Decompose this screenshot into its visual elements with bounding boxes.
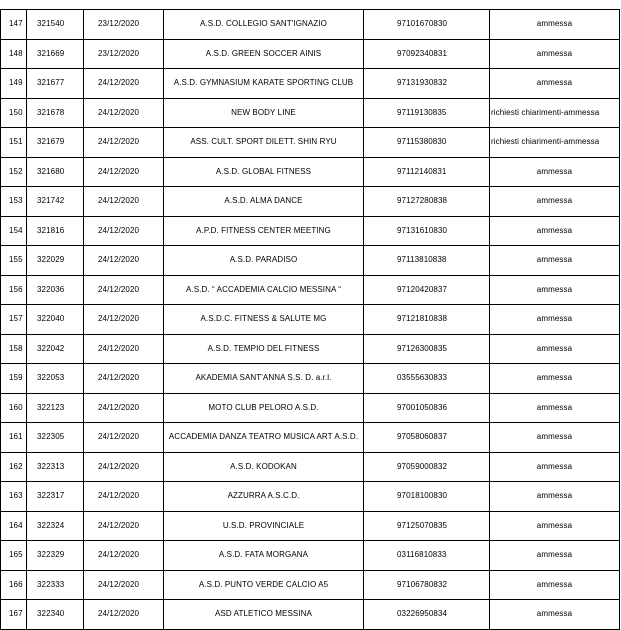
organization-name-cell: A.S.D. GLOBAL FITNESS [164,157,364,187]
protocol-number-cell: 321816 [27,216,84,246]
protocol-number-cell: 322313 [27,452,84,482]
fiscal-code-cell: 97131930832 [364,69,490,99]
status-cell: ammessa [490,364,620,394]
fiscal-code-cell: 97131610830 [364,216,490,246]
protocol-number-cell: 322340 [27,600,84,630]
table-row [1,305,620,335]
date-cell: 24/12/2020 [84,452,164,482]
organization-name-cell: MOTO CLUB PELORO A.S.D. [164,393,364,423]
fiscal-code-cell: 97058060837 [364,423,490,453]
organization-name-cell: AZZURRA A.S.C.D. [164,482,364,512]
row-number-cell: 147 [1,10,27,40]
fiscal-code-cell: 03226950834 [364,600,490,630]
protocol-number-cell: 322329 [27,541,84,571]
protocol-number-cell: 321677 [27,69,84,99]
row-number-cell: 158 [1,334,27,364]
table-row [1,334,620,364]
status-cell: ammessa [490,246,620,276]
row-number-cell: 155 [1,246,27,276]
row-number-cell: 150 [1,98,27,128]
fiscal-code-cell: 03116810833 [364,541,490,571]
fiscal-code-cell: 97101670830 [364,10,490,40]
status-cell: ammessa [490,423,620,453]
protocol-number-cell: 321669 [27,39,84,69]
row-number-cell: 163 [1,482,27,512]
table-row [1,393,620,423]
date-cell: 24/12/2020 [84,157,164,187]
fiscal-code-cell: 97113810838 [364,246,490,276]
status-cell: ammessa [490,216,620,246]
protocol-number-cell: 322042 [27,334,84,364]
table-row [1,482,620,512]
fiscal-code-cell: 97125070835 [364,511,490,541]
table-row [1,423,620,453]
table-row [1,570,620,600]
protocol-number-cell: 322036 [27,275,84,305]
organization-name-cell: U.S.D. PROVINCIALE [164,511,364,541]
date-cell: 24/12/2020 [84,334,164,364]
row-number-cell: 153 [1,187,27,217]
organization-name-cell: ACCADEMIA DANZA TEATRO MUSICA ART A.S.D. [164,423,364,453]
organization-name-cell: A.S.D. FATA MORGANA [164,541,364,571]
fiscal-code-cell: 97112140831 [364,157,490,187]
status-cell: ammessa [490,10,620,40]
row-number-cell: 162 [1,452,27,482]
protocol-number-cell: 321742 [27,187,84,217]
row-number-cell: 148 [1,39,27,69]
fiscal-code-cell: 97092340831 [364,39,490,69]
fiscal-code-cell: 97126300835 [364,334,490,364]
status-cell: ammessa [490,275,620,305]
status-cell: richiesti chiarimenti-ammessa [490,128,620,158]
date-cell: 23/12/2020 [84,39,164,69]
protocol-number-cell: 322317 [27,482,84,512]
row-number-cell: 164 [1,511,27,541]
organization-name-cell: A.P.D. FITNESS CENTER MEETING [164,216,364,246]
status-cell: ammessa [490,482,620,512]
protocol-number-cell: 322305 [27,423,84,453]
row-number-cell: 165 [1,541,27,571]
organization-name-cell: A.S.D. GYMNASIUM KARATE SPORTING CLUB [164,69,364,99]
table-row [1,275,620,305]
table-row [1,128,620,158]
fiscal-code-cell: 97106780832 [364,570,490,600]
organization-name-cell: ASD ATLETICO MESSINA [164,600,364,630]
protocol-number-cell: 321540 [27,10,84,40]
organization-name-cell: NEW BODY LINE [164,98,364,128]
fiscal-code-cell: 97018100830 [364,482,490,512]
row-number-cell: 166 [1,570,27,600]
row-number-cell: 151 [1,128,27,158]
date-cell: 24/12/2020 [84,305,164,335]
fiscal-code-cell: 97059000832 [364,452,490,482]
fiscal-code-cell: 97119130835 [364,98,490,128]
row-number-cell: 167 [1,600,27,630]
row-number-cell: 156 [1,275,27,305]
table-row [1,39,620,69]
date-cell: 24/12/2020 [84,187,164,217]
status-cell: ammessa [490,69,620,99]
date-cell: 24/12/2020 [84,600,164,630]
organization-name-cell: A.S.D. KODOKAN [164,452,364,482]
fiscal-code-cell: 97001050836 [364,393,490,423]
fiscal-code-cell: 97127280838 [364,187,490,217]
date-cell: 24/12/2020 [84,246,164,276]
date-cell: 24/12/2020 [84,98,164,128]
status-cell: ammessa [490,570,620,600]
organization-name-cell: A.S.D.C. FITNESS & SALUTE MG [164,305,364,335]
organization-name-cell: A.S.D. TEMPIO DEL FITNESS [164,334,364,364]
table-row [1,98,620,128]
row-number-cell: 152 [1,157,27,187]
status-cell: richiesti chiarimenti-ammessa [490,98,620,128]
table-row [1,69,620,99]
table-body [1,10,620,630]
fiscal-code-cell: 97121810838 [364,305,490,335]
organization-name-cell: A.S.D. PARADISO [164,246,364,276]
row-number-cell: 149 [1,69,27,99]
protocol-number-cell: 322123 [27,393,84,423]
date-cell: 24/12/2020 [84,128,164,158]
table-row [1,452,620,482]
status-cell: ammessa [490,511,620,541]
date-cell: 24/12/2020 [84,541,164,571]
protocol-number-cell: 322029 [27,246,84,276]
table-row [1,187,620,217]
date-cell: 23/12/2020 [84,10,164,40]
protocol-number-cell: 322040 [27,305,84,335]
organization-name-cell: AKADEMIA SANT'ANNA S.S. D. a.r.l. [164,364,364,394]
protocol-number-cell: 322053 [27,364,84,394]
table-row [1,364,620,394]
date-cell: 24/12/2020 [84,393,164,423]
table-row [1,216,620,246]
organization-name-cell: A.S.D. ALMA DANCE [164,187,364,217]
row-number-cell: 161 [1,423,27,453]
date-cell: 24/12/2020 [84,275,164,305]
row-number-cell: 160 [1,393,27,423]
status-cell: ammessa [490,187,620,217]
protocol-number-cell: 321680 [27,157,84,187]
date-cell: 24/12/2020 [84,570,164,600]
table-row [1,246,620,276]
status-cell: ammessa [490,393,620,423]
date-cell: 24/12/2020 [84,364,164,394]
row-number-cell: 159 [1,364,27,394]
status-cell: ammessa [490,334,620,364]
status-cell: ammessa [490,541,620,571]
protocol-number-cell: 321678 [27,98,84,128]
status-cell: ammessa [490,39,620,69]
fiscal-code-cell: 97120420837 [364,275,490,305]
table-row [1,511,620,541]
date-cell: 24/12/2020 [84,423,164,453]
date-cell: 24/12/2020 [84,216,164,246]
status-cell: ammessa [490,157,620,187]
organization-name-cell: ASS. CULT. SPORT DILETT. SHIN RYU [164,128,364,158]
applications-table [0,9,620,630]
date-cell: 24/12/2020 [84,69,164,99]
status-cell: ammessa [490,600,620,630]
date-cell: 24/12/2020 [84,511,164,541]
protocol-number-cell: 322333 [27,570,84,600]
status-cell: ammessa [490,305,620,335]
organization-name-cell: A.S.D. “ ACCADEMIA CALCIO MESSINA “ [164,275,364,305]
table-row [1,157,620,187]
date-cell: 24/12/2020 [84,482,164,512]
organization-name-cell: A.S.D. COLLEGIO SANT'IGNAZIO [164,10,364,40]
fiscal-code-cell: 03555630833 [364,364,490,394]
status-cell: ammessa [490,452,620,482]
table-row [1,541,620,571]
organization-name-cell: A.S.D. GREEN SOCCER AINIS [164,39,364,69]
table-row [1,10,620,40]
organization-name-cell: A.S.D. PUNTO VERDE CALCIO A5 [164,570,364,600]
row-number-cell: 157 [1,305,27,335]
protocol-number-cell: 322324 [27,511,84,541]
fiscal-code-cell: 97115380830 [364,128,490,158]
protocol-number-cell: 321679 [27,128,84,158]
row-number-cell: 154 [1,216,27,246]
